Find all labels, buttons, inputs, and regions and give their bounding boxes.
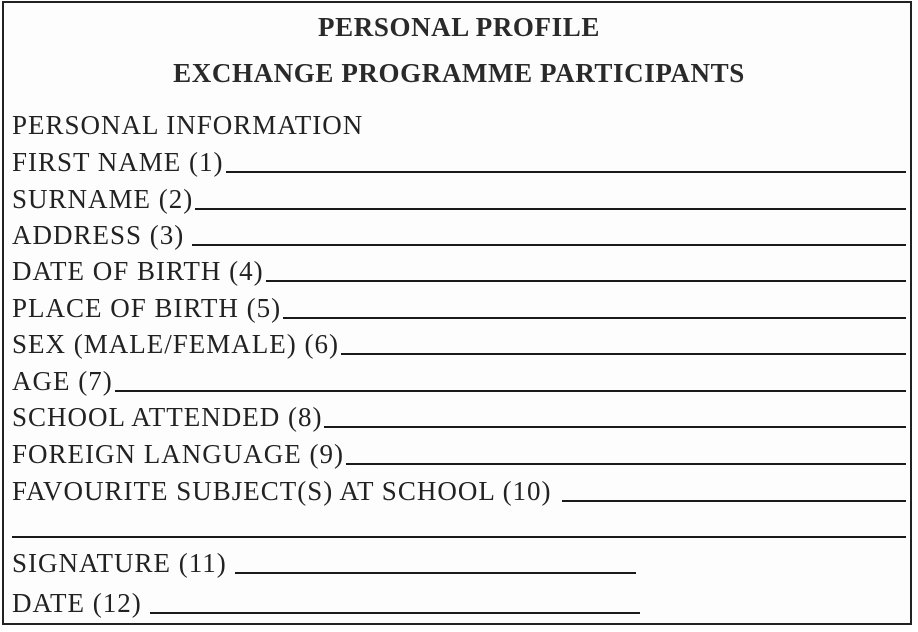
- first-name-label: FIRST NAME (1): [12, 147, 224, 177]
- surname-field[interactable]: [195, 208, 906, 210]
- date-of-birth-field[interactable]: [266, 280, 906, 282]
- section-heading: PERSONAL INFORMATION: [12, 110, 364, 140]
- foreign-language-row: [12, 435, 906, 469]
- date-label: DATE (12): [12, 588, 142, 618]
- school-attended-label: SCHOOL ATTENDED (8): [12, 402, 323, 432]
- favourite-subjects-row: [12, 472, 906, 506]
- age-field[interactable]: [115, 390, 906, 392]
- place-of-birth-label: PLACE OF BIRTH (5): [12, 293, 282, 323]
- foreign-language-label: FOREIGN LANGUAGE (9): [12, 439, 344, 469]
- first-name-field[interactable]: [226, 171, 906, 173]
- place-of-birth-field[interactable]: [283, 317, 906, 319]
- form-title: PERSONAL PROFILE: [318, 12, 600, 42]
- date-of-birth-row: [12, 252, 906, 286]
- date-field[interactable]: [150, 612, 640, 614]
- school-attended-row: [12, 398, 906, 432]
- date-of-birth-label: DATE OF BIRTH (4): [12, 256, 264, 286]
- age-row: [12, 362, 906, 396]
- school-attended-field[interactable]: [324, 426, 906, 428]
- favourite-subjects-field[interactable]: [562, 500, 906, 502]
- signature-field[interactable]: [235, 572, 636, 574]
- date-row: [12, 584, 640, 618]
- age-label: AGE (7): [12, 366, 113, 396]
- foreign-language-field[interactable]: [346, 463, 906, 465]
- address-field[interactable]: [192, 244, 906, 246]
- address-row: [12, 216, 906, 250]
- signature-row: [12, 544, 636, 578]
- form-subtitle: EXCHANGE PROGRAMME PARTICIPANTS: [173, 58, 745, 88]
- place-of-birth-row: [12, 289, 906, 323]
- signature-label: SIGNATURE (11): [12, 548, 227, 578]
- favourite-subjects-continuation-field[interactable]: [12, 536, 906, 538]
- surname-label: SURNAME (2): [12, 184, 194, 214]
- sex-row: [12, 325, 906, 359]
- sex-field[interactable]: [341, 353, 906, 355]
- address-label: ADDRESS (3): [12, 220, 185, 250]
- sex-label: SEX (MALE/FEMALE) (6): [12, 329, 339, 359]
- favourite-subjects-label: FAVOURITE SUBJECT(S) AT SCHOOL (10): [12, 476, 552, 506]
- first-name-row: [12, 143, 906, 177]
- surname-row: [12, 180, 906, 214]
